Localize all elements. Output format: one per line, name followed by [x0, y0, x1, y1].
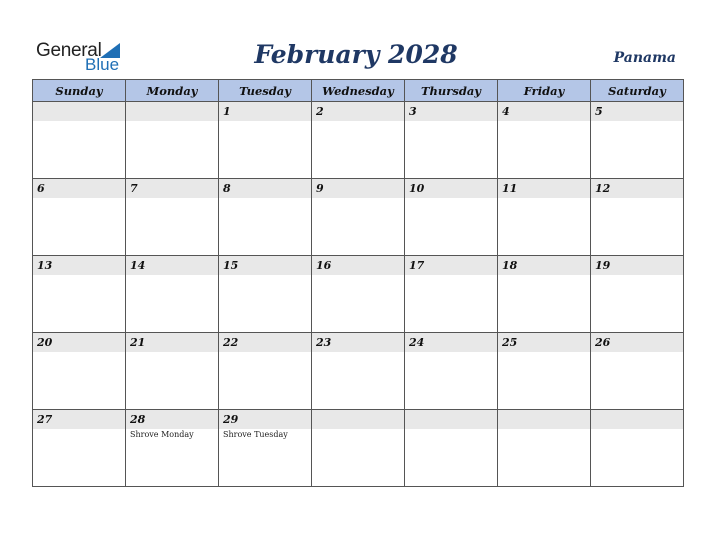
day-number-bar	[126, 410, 218, 429]
day-cell	[126, 179, 219, 256]
day-cell	[219, 410, 312, 487]
day-number-bar	[312, 102, 404, 121]
day-number-bar	[498, 256, 590, 275]
day-cell	[126, 256, 219, 333]
day-number: 27	[37, 413, 53, 426]
day-number-bar	[126, 256, 218, 275]
day-number: 20	[37, 336, 53, 349]
day-number: 24	[409, 336, 425, 349]
day-cell	[126, 333, 219, 410]
weekday-tuesday: Tuesday	[219, 80, 312, 102]
day-number: 18	[502, 259, 518, 272]
day-number-bar	[219, 179, 311, 198]
holiday-label: Shrove Monday	[130, 430, 194, 439]
day-number-bar	[126, 102, 218, 121]
day-number: 23	[316, 336, 332, 349]
day-cell	[591, 102, 684, 179]
day-number: 21	[130, 336, 146, 349]
day-number-bar	[126, 333, 218, 352]
day-number-bar	[498, 102, 590, 121]
day-number-bar	[126, 179, 218, 198]
day-number: 7	[130, 182, 138, 195]
day-number-bar	[591, 333, 683, 352]
day-number: 15	[223, 259, 239, 272]
day-cell	[498, 410, 591, 487]
day-number: 14	[130, 259, 146, 272]
day-number: 6	[37, 182, 45, 195]
day-cell	[33, 410, 126, 487]
week-row	[33, 179, 684, 256]
day-number: 2	[316, 105, 324, 118]
day-number-bar	[591, 410, 683, 429]
weekday-header-row	[33, 80, 684, 102]
day-cell	[405, 256, 498, 333]
day-number: 25	[502, 336, 518, 349]
day-number-bar	[405, 410, 497, 429]
day-number-bar	[219, 102, 311, 121]
day-number: 16	[316, 259, 332, 272]
day-number-bar	[33, 410, 125, 429]
day-number: 12	[595, 182, 611, 195]
day-number-bar	[591, 102, 683, 121]
day-number-bar	[498, 179, 590, 198]
day-cell	[312, 102, 405, 179]
day-number: 9	[316, 182, 324, 195]
day-number-bar	[312, 179, 404, 198]
day-cell	[498, 102, 591, 179]
day-cell	[405, 333, 498, 410]
day-cell	[591, 256, 684, 333]
day-cell	[126, 410, 219, 487]
day-number: 22	[223, 336, 239, 349]
weekday-friday: Friday	[498, 80, 591, 102]
weekday-sunday: Sunday	[33, 80, 126, 102]
day-cell	[591, 333, 684, 410]
day-number: 8	[223, 182, 231, 195]
country-label: Panama	[613, 50, 676, 66]
day-cell	[33, 102, 126, 179]
day-number: 19	[595, 259, 611, 272]
day-number: 5	[595, 105, 603, 118]
day-number-bar	[498, 333, 590, 352]
day-cell	[219, 333, 312, 410]
day-number: 29	[223, 413, 239, 426]
day-cell	[312, 179, 405, 256]
day-number: 10	[409, 182, 425, 195]
weekday-saturday: Saturday	[591, 80, 684, 102]
day-cell	[405, 410, 498, 487]
day-number-bar	[312, 256, 404, 275]
day-number: 26	[595, 336, 611, 349]
day-number-bar	[312, 410, 404, 429]
day-number: 13	[37, 259, 53, 272]
day-number-bar	[219, 410, 311, 429]
weekday-monday: Monday	[126, 80, 219, 102]
day-cell	[219, 102, 312, 179]
day-cell	[126, 102, 219, 179]
day-number-bar	[591, 256, 683, 275]
weekday-wednesday: Wednesday	[312, 80, 405, 102]
day-cell	[591, 179, 684, 256]
logo-text-blue: Blue	[85, 55, 120, 74]
day-cell	[405, 102, 498, 179]
day-number-bar	[405, 179, 497, 198]
day-cell	[498, 256, 591, 333]
week-row	[33, 333, 684, 410]
day-number: 3	[409, 105, 417, 118]
day-cell	[312, 256, 405, 333]
day-number-bar	[405, 333, 497, 352]
day-number-bar	[219, 333, 311, 352]
week-row	[33, 102, 684, 179]
day-number-bar	[312, 333, 404, 352]
day-cell	[33, 256, 126, 333]
day-number-bar	[219, 256, 311, 275]
holiday-label: Shrove Tuesday	[223, 430, 288, 439]
week-row	[33, 410, 684, 487]
day-cell	[405, 179, 498, 256]
day-number-bar	[33, 256, 125, 275]
day-number-bar	[498, 410, 590, 429]
day-number-bar	[591, 179, 683, 198]
day-cell	[33, 333, 126, 410]
weekday-thursday: Thursday	[405, 80, 498, 102]
day-number-bar	[33, 102, 125, 121]
day-cell	[219, 179, 312, 256]
day-number-bar	[33, 333, 125, 352]
logo-text-general: General	[36, 40, 102, 61]
day-number-bar	[405, 102, 497, 121]
calendar-grid	[32, 79, 684, 487]
day-cell	[312, 410, 405, 487]
day-cell	[312, 333, 405, 410]
day-number: 11	[502, 182, 518, 195]
day-cell	[33, 179, 126, 256]
day-number: 1	[223, 105, 231, 118]
day-number: 28	[130, 413, 146, 426]
day-number-bar	[33, 179, 125, 198]
day-cell	[498, 333, 591, 410]
day-number: 17	[409, 259, 425, 272]
day-cell	[219, 256, 312, 333]
calendar-title: February 2028	[254, 40, 458, 69]
week-row	[33, 256, 684, 333]
day-cell	[591, 410, 684, 487]
day-number: 4	[502, 105, 510, 118]
day-number-bar	[405, 256, 497, 275]
day-cell	[498, 179, 591, 256]
